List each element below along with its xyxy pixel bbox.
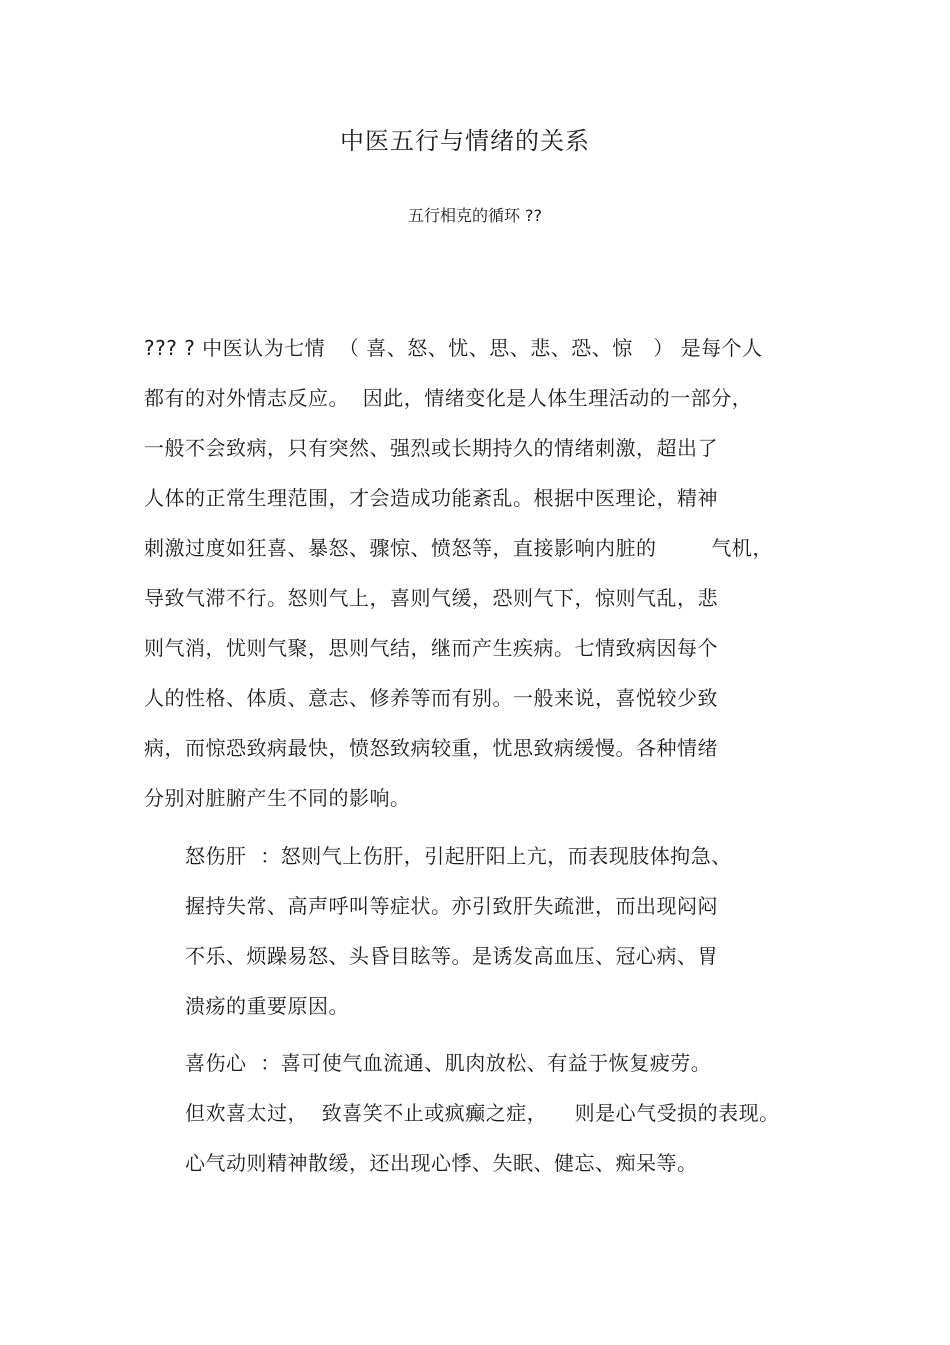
text-line: 握持失常、高声呼叫等症状。亦引致肝失疏泄，而出现闷闷	[185, 894, 718, 918]
text-line: 怒伤肝 ：怒则气上伤肝，引起肝阳上亢，而表现肢体拘急、	[185, 844, 732, 868]
text-line: 都有的对外情志反应。 因此，情绪变化是人体生理活动的一部分，	[144, 386, 753, 410]
text-line: 人的性格、体质、意志、修养等而有别。一般来说，喜悦较少致	[144, 686, 718, 710]
text-line: 病，而惊恐致病最快，愤怒致病较重，忧思致病缓慢。各种情绪	[144, 736, 718, 760]
text-line: 人体的正常生理范围，才会造成功能紊乱。根据中医理论，精神	[144, 486, 718, 510]
document-subtitle: 五行相克的循环 ??	[407, 206, 543, 225]
text-line: 刺激过度如狂喜、暴怒、骤惊、愤怒等，直接影响内脏的 气机，	[144, 536, 773, 560]
document-title: 中医五行与情绪的关系	[340, 127, 590, 155]
text-line: 导致气滞不行。怒则气上，喜则气缓，恐则气下，惊则气乱，悲	[144, 586, 718, 610]
text-line: 溃疡的重要原因。	[185, 994, 349, 1018]
text-line: ??? ? 中医认为七情 （ 喜、怒、忧、思、悲、恐、惊 ） 是每个人	[144, 336, 763, 360]
text-line: 但欢喜太过， 致喜笑不止或疯癫之症， 则是心气受损的表现。	[185, 1101, 780, 1125]
text-line: 一般不会致病，只有突然、强烈或长期持久的情绪刺激，超出了	[144, 436, 718, 460]
text-line: 分别对脏腑产生不同的影响。	[144, 786, 411, 810]
text-line: 不乐、烦躁易怒、头昏目眩等。是诱发高血压、冠心病、胃	[185, 944, 718, 968]
text-line: 喜伤心 ：喜可使气血流通、肌肉放松、有益于恢复疲劳。	[185, 1051, 712, 1075]
text-line: 心气动则精神散缓，还出现心悸、失眠、健忘、痴呆等。	[185, 1151, 698, 1175]
text-line: 则气消，忧则气聚，思则气结，继而产生疾病。七情致病因每个	[144, 636, 718, 660]
